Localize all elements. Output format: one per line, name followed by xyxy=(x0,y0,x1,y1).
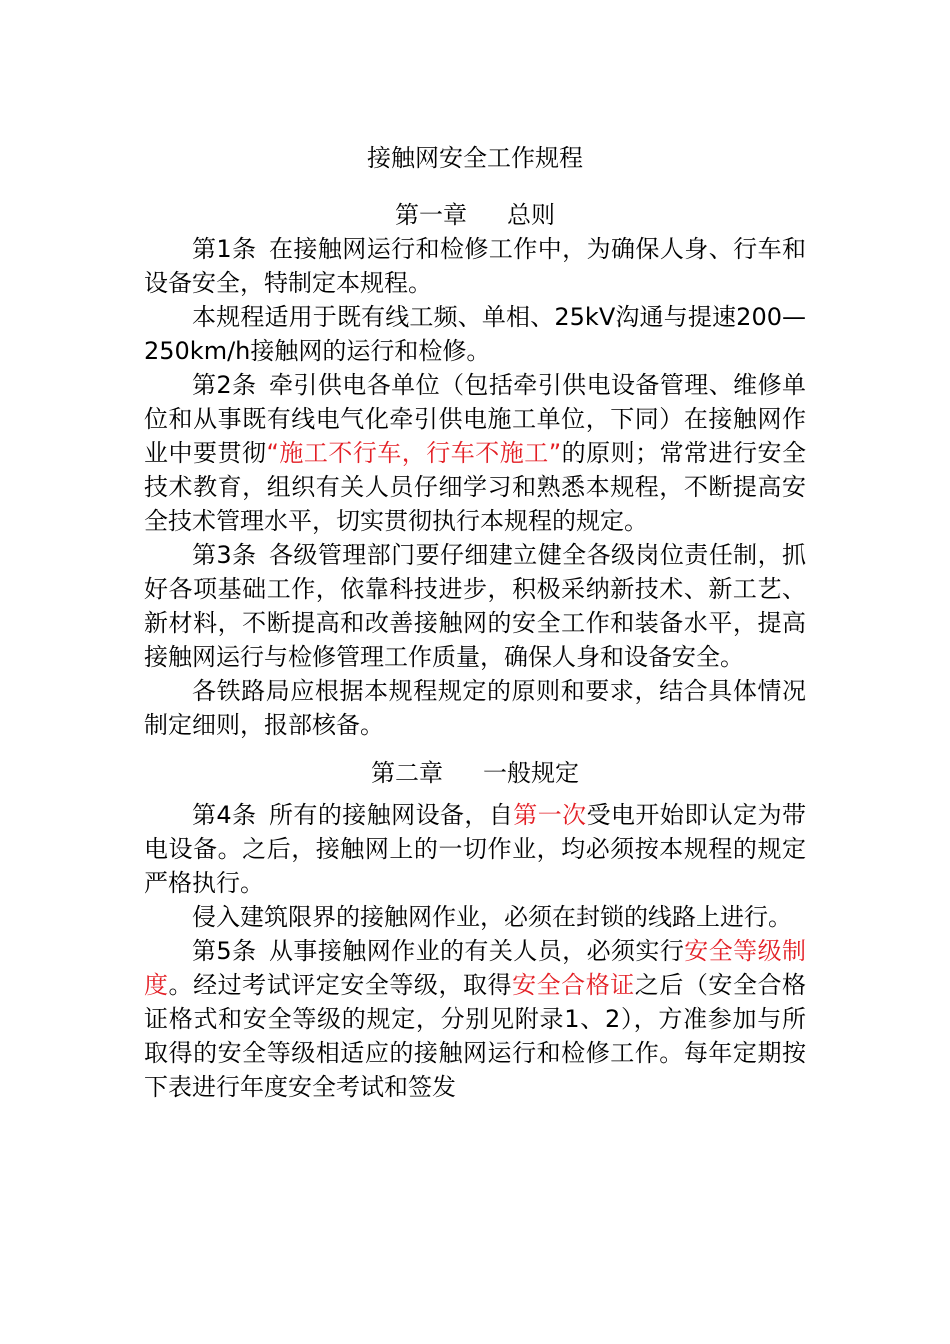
chapter-1-name: 总则 xyxy=(507,201,555,229)
article-3-text: 各级管理部门要仔细建立健全各级岗位责任制，抓好各项基础工作，依靠科技进步，积极采纳新技术、新工艺、新材料，不断提高和改善接触网的安全工作和装备水平，提高接触网运行与检修管理工作质量，确保人身和设备安全。 xyxy=(144,541,806,671)
chapter-1-label: 第一章 xyxy=(395,201,467,229)
article-5-text-b: 。经过考试评定安全等级，取得 xyxy=(168,971,513,999)
article-2-text-b: 的原则；常常进行安全技术教育，组织有关人员仔细学习和熟悉本规程，不断提高安全技术管理水平，切实贯彻执行本规程的规定。 xyxy=(144,439,807,535)
document-title: 接触网安全工作规程 xyxy=(367,144,583,172)
article-4-text-a: 所有的接触网设备，自 xyxy=(268,801,514,829)
chapter-1-heading xyxy=(144,198,806,232)
article-4-text-b: 受电开始即认定为带电设备。之后，接触网上的一切作业，均必须按本规程的规定严格执行。 xyxy=(144,801,807,897)
article-4-highlight: 第一次 xyxy=(513,801,587,829)
article-1 xyxy=(144,232,806,300)
article-5-number: 第5条 xyxy=(192,937,257,965)
article-4-number: 第4条 xyxy=(192,801,257,829)
article-1-number: 第1条 xyxy=(192,235,257,263)
article-1-text: 在接触网运行和检修工作中，为确保人身、行车和设备安全，特制定本规程。 xyxy=(144,235,806,297)
article-4 xyxy=(144,798,806,900)
chapter-2-name: 一般规定 xyxy=(483,759,579,787)
article-5-text-c: 之后（安全合格证格式和安全等级的规定，分别见附录1、2），方准参加与所取得的安全等级相适应的接触网运行和检修工作。每年定期按下表进行年度安全考试和签发 xyxy=(144,971,807,1101)
article-3 xyxy=(144,538,806,674)
chapter-2-label: 第二章 xyxy=(371,759,443,787)
article-1-paragraph-2: 本规程适用于既有线工频、单相、25kV沟通与提速200—250km/h接触网的运行和检修。 xyxy=(144,303,806,365)
article-4-paragraph-2: 侵入建筑限界的接触网作业，必须在封锁的线路上进行。 xyxy=(192,903,792,931)
article-5-highlight-a: 安全等级制度 xyxy=(144,937,806,999)
article-5 xyxy=(144,934,806,1104)
article-3-number: 第3条 xyxy=(192,541,257,569)
article-2-text-a: 牵引供电各单位（包括牵引供电设备管理、维修单位和从事既有线电气化牵引供电施工单位，下同）在接触网作业中要贯彻 xyxy=(144,371,806,467)
article-3-paragraph-2: 各铁路局应根据本规程规定的原则和要求，结合具体情况制定细则，报部核备。 xyxy=(144,677,806,739)
document-body xyxy=(144,140,806,1104)
article-2-number: 第2条 xyxy=(192,371,257,399)
article-5-text-a: 从事接触网作业的有关人员，必须实行 xyxy=(268,937,685,965)
article-2-highlight: “施工不行车，行车不施工” xyxy=(266,439,562,467)
chapter-2-heading xyxy=(144,756,806,790)
article-5-highlight-b: 安全合格证 xyxy=(512,971,635,999)
article-2 xyxy=(144,368,806,538)
